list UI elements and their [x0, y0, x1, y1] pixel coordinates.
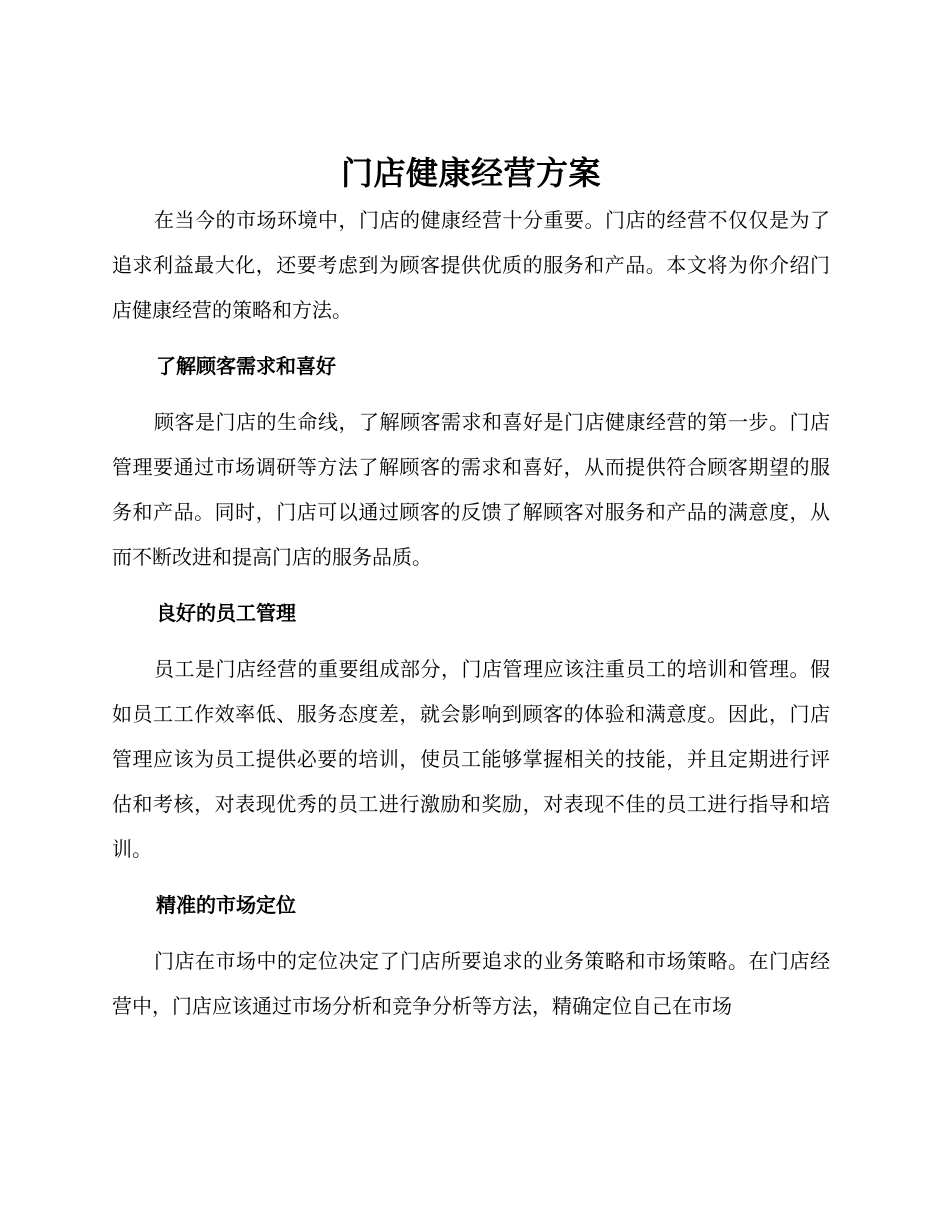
- document-body: [112, 148, 830, 1029]
- section-heading-market-positioning: 精准的市场定位: [156, 893, 296, 917]
- section-body-customer-needs: 顾客是门店的生命线，了解顾客需求和喜好是门店健康经营的第一步。门店管理要通过市场调研等方法了解顾客的需求和喜好，从而提供符合顾客期望的服务和产品。同时，门店可以通过顾客的反馈了解顾客对服务和产品的满意度，从而不断改进和提高门店的服务品质。: [112, 410, 830, 569]
- section-body-market-positioning: 门店在市场中的定位决定了门店所要追求的业务策略和市场策略。在门店经营中，门店应该通过市场分析和竞争分析等方法，精确定位自己在市场: [112, 949, 830, 1018]
- intro-paragraph: 在当今的市场环境中，门店的健康经营十分重要。门店的经营不仅仅是为了追求利益最大化，还要考虑到为顾客提供优质的服务和产品。本文将为你介绍门店健康经营的策略和方法。: [112, 208, 830, 322]
- document-title: 门店健康经营方案: [340, 154, 601, 192]
- spacer: [112, 928, 830, 939]
- section-heading-customer-needs: 了解顾客需求和喜好: [156, 354, 336, 378]
- section-body-staff-management: 员工是门店经营的重要组成部分，门店管理应该注重员工的培训和管理。假如员工工作效率低、服务态度差，就会影响到顾客的体验和满意度。因此，门店管理应该为员工提供必要的培训，使员工能够掌握相关的技能，并且定期进行评估和考核，对表现优秀的员工进行激励和奖励，对表现不佳的员工进行指导和培训。: [112, 657, 830, 861]
- spacer: [112, 872, 830, 883]
- spacer: [112, 580, 830, 591]
- spacer: [112, 636, 830, 647]
- section-heading-staff-management: 良好的员工管理: [156, 601, 296, 625]
- spacer: [112, 333, 830, 344]
- spacer: [112, 389, 830, 400]
